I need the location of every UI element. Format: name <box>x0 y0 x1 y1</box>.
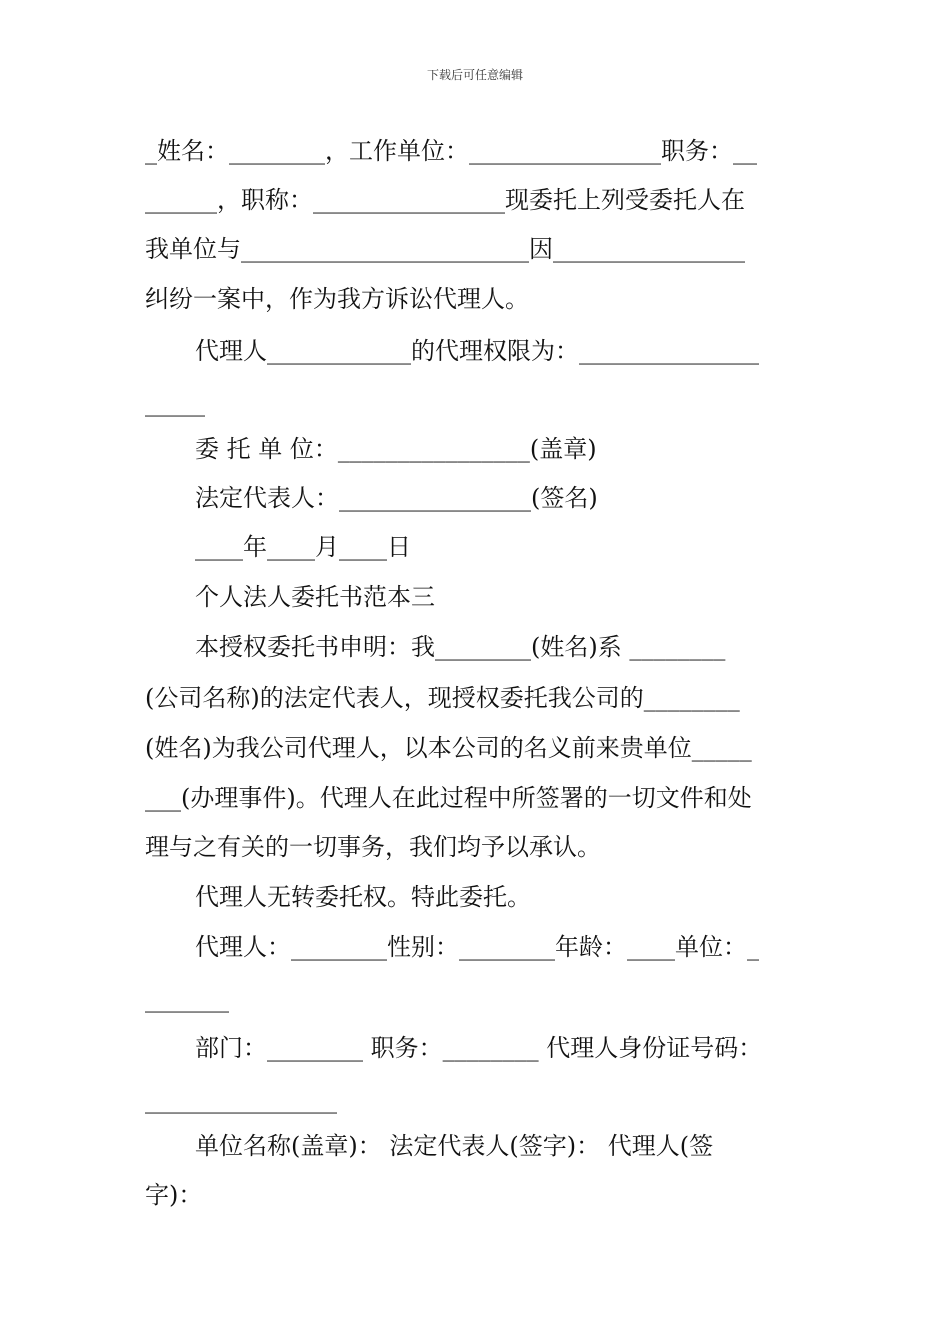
text-line: (公司名称)的法定代表人，现授权委托我公司的________ <box>145 684 740 712</box>
text-line: 委 托 单 位：________________(盖章) <box>195 435 597 463</box>
section-title: 个人法人委托书范本三 <box>195 583 435 611</box>
text-line: 代理人____________的代理权限为：_______________ <box>195 337 759 365</box>
text-line: 代理人无转委托权。特此委托。 <box>195 883 531 911</box>
page-header: 下载后可任意编辑 <box>426 68 523 82</box>
text-line: 我单位与________________________因________________ <box>145 235 745 263</box>
text-line: 纠纷一案中，作为我方诉讼代理人。 <box>145 285 529 313</box>
text-line: 单位名称(盖章)： 法定代表人(签字)： 代理人(签 <box>195 1132 714 1160</box>
text-line: 字)： <box>145 1181 203 1209</box>
text-line: _姓名：________，工作单位：________________职务：__ <box>145 137 757 165</box>
text-line: 部门：________ 职务：________ 代理人身份证号码： <box>195 1034 763 1062</box>
text-line: ______，职称：________________现委托上列受委托人在 <box>145 186 745 214</box>
text-line: 法定代表人：________________(签名) <box>195 484 598 512</box>
text-line: 代理人：________性别：________年龄：____单位：_ <box>195 933 759 961</box>
text-line: ___(办理事件)。代理人在此过程中所签署的一切文件和处 <box>145 784 752 812</box>
text-line: 本授权委托书申明：我________(姓名)系 ________ <box>195 633 726 661</box>
text-line: _____ <box>145 389 205 417</box>
text-line: ____年____月____日 <box>195 533 411 561</box>
text-line: ________________ <box>145 1086 337 1114</box>
text-line: _______ <box>145 985 229 1013</box>
text-line: 理与之有关的一切事务，我们均予以承认。 <box>145 833 601 861</box>
text-line: (姓名)为我公司代理人，以本公司的名义前来贵单位_____ <box>145 734 752 762</box>
